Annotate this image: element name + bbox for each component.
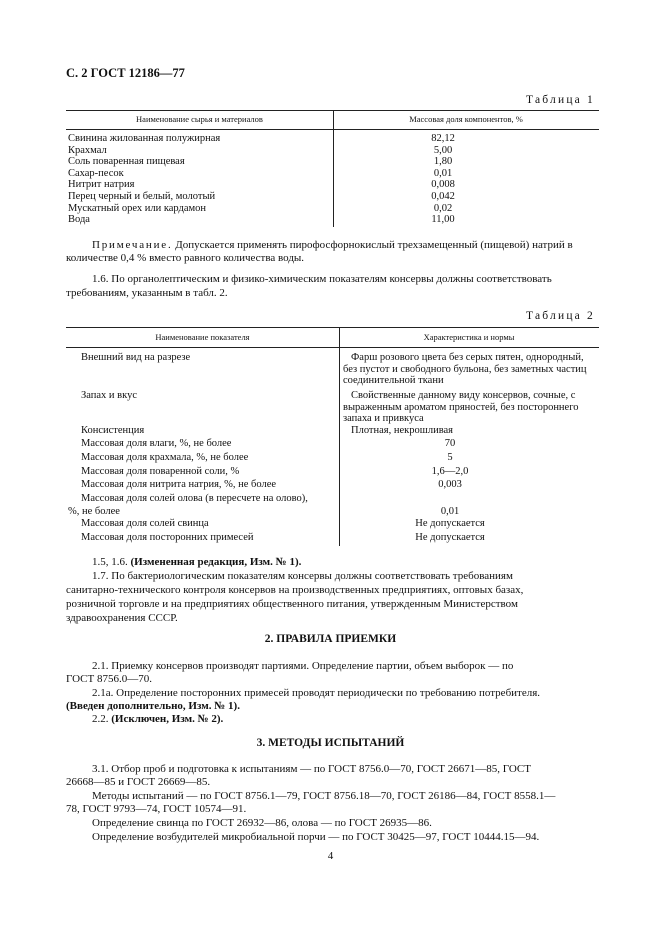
- p21-line1: 2.1. Приемку консервов производят партиями. Определение партии, объем выборок — по: [92, 660, 514, 672]
- table2-value-consistency: Плотная, некрошливая: [351, 425, 454, 436]
- note-line2: количестве 0,4 % вместо равного количества воды.: [66, 252, 305, 264]
- microbe-method: Определение возбудителей микробиальной порчи — по ГОСТ 30425—97, ГОСТ 10444.15—94.: [92, 831, 540, 843]
- table1-col-divider: [333, 110, 334, 227]
- p31-line2: 26668—85 и ГОСТ 26669—85.: [66, 776, 211, 788]
- table2-value-line: запаха и привкуса: [343, 413, 424, 425]
- table2-value: 5: [447, 452, 453, 463]
- table2-value: 0,01: [440, 506, 460, 517]
- table2-row-name: Внешний вид на разрезе: [81, 352, 191, 363]
- table2-value: Не допускается: [415, 532, 485, 543]
- table2-col1-header: Наименование показателя: [155, 332, 250, 342]
- table1-value: 82,12: [431, 133, 455, 144]
- section3-title: 3. МЕТОДЫ ИСПЫТАНИЙ: [256, 737, 405, 749]
- table2-row-name: Массовая доля крахмала, %, не более: [81, 452, 249, 463]
- table1-row: Вода: [68, 214, 90, 226]
- table1-value: 0,02: [433, 202, 453, 214]
- table2-value: Не допускается: [415, 518, 485, 529]
- table2-col-divider: [339, 327, 340, 546]
- table2-row-name: Запах и вкус: [81, 390, 138, 401]
- table1-value: 0,01: [433, 167, 453, 179]
- table1-row: Крахмал: [68, 144, 107, 156]
- table2-caption: Таблица 2: [526, 310, 595, 322]
- p31-line1: 3.1. Отбор проб и подготовка к испытаниям — по ГОСТ 8756.0—70, ГОСТ 26671—85, ГОСТ: [92, 763, 531, 775]
- p15-16-amend: (Измененная редакция, Изм. № 1).: [130, 556, 302, 568]
- table2-value-line: выраженным ароматом пряностей, без постороннего: [343, 401, 579, 413]
- note-text: Допускается применять пирофосфорнокислый трехзамещенный (пищевой) натрий в: [175, 239, 573, 251]
- table2-value: 1,6—2,0: [431, 466, 469, 477]
- table1-col1-header: Наименование сырья и материалов: [136, 114, 263, 124]
- table1-value: 1,80: [433, 156, 453, 168]
- p17-line1: 1.7. По бактериологическим показателям консервы должны соответствовать требованиям: [92, 570, 513, 582]
- p15-16: [92, 556, 301, 570]
- table1-caption: Таблица 1: [526, 94, 595, 106]
- table2-row-name: Массовая доля солей олова (в пересчете на олово),: [81, 493, 308, 504]
- table2-value: 70: [444, 438, 456, 449]
- table1-row: Мускатный орех или кардамон: [68, 202, 207, 214]
- table2-row-name: Консистенция: [81, 425, 145, 436]
- p16-line1: 1.6. По органолептическим и физико-химическим показателям консервы должны соответствовать: [92, 273, 552, 285]
- p21a: 2.1а. Определение посторонних примесей проводят периодически по требованию потребителя.: [92, 687, 541, 699]
- section2-title: 2. ПРАВИЛА ПРИЕМКИ: [264, 633, 397, 645]
- p22: [92, 713, 223, 727]
- p17-line2: санитарно-технического контроля консервов на производственных предприятиях, оптовых базах,: [66, 584, 524, 596]
- p17-line4: здравоохранения СССР.: [66, 612, 178, 624]
- table2-value-line: без пустот и свободного бульона, без заметных частиц: [343, 363, 587, 375]
- methods-line1: Методы испытаний — по ГОСТ 8756.1—79, ГОСТ 8756.18—70, ГОСТ 26186—84, ГОСТ 8558.1—: [92, 790, 556, 802]
- table1-value: 5,00: [433, 144, 453, 156]
- table1-col2-header: Массовая доля компонентов, %: [409, 114, 523, 124]
- methods-line2: 78, ГОСТ 9793—74, ГОСТ 10574—91.: [66, 803, 247, 815]
- p15-16-prefix: 1.5, 1.6.: [92, 556, 128, 568]
- table2-header-rule: [66, 347, 599, 348]
- table2-row-name-cont: %, не более: [68, 506, 120, 517]
- p17-line3: розничной торговле и на предприятиях общественного питания, утвержденным Министерством: [66, 598, 518, 610]
- table2-value-line: Фарш розового цвета без серых пятен, однородный,: [351, 352, 584, 363]
- p22-prefix: 2.2.: [92, 713, 109, 725]
- table1-row: Соль поваренная пищевая: [68, 156, 185, 168]
- table2-row-name: Массовая доля посторонних примесей: [81, 532, 254, 543]
- table1-row: Сахар-песок: [68, 167, 124, 179]
- table1-values: [408, 133, 478, 226]
- note-line1: [92, 239, 573, 253]
- table2-value-smell: [343, 390, 599, 425]
- table1-row: Перец черный и белый, молотый: [68, 190, 216, 202]
- p16-line2: требованиям, указанным в табл. 2.: [66, 287, 228, 299]
- table2-value-appearance: [343, 352, 599, 387]
- p21a-note: [66, 700, 240, 714]
- table2-value: 0,003: [438, 479, 462, 490]
- note-label: Примечание.: [92, 239, 173, 251]
- p21a-note-bold: (Введен дополнительно, Изм. № 1).: [66, 700, 240, 712]
- table1-row: Свинина жилованная полужирная: [68, 133, 221, 144]
- table1-value: 11,00: [431, 214, 455, 226]
- table1-row: Нитрит натрия: [68, 179, 135, 191]
- lead-method: Определение свинца по ГОСТ 26932—86, олова — по ГОСТ 26935—86.: [92, 817, 432, 829]
- p22-bold: (Исключен, Изм. № 2).: [111, 713, 224, 725]
- table2-value-line: Свойственные данному виду консервов, сочные, с: [351, 390, 576, 401]
- table2-row-name: Массовая доля нитрита натрия, %, не более: [81, 479, 277, 490]
- table2-row-name: Массовая доля влаги, %, не более: [81, 438, 232, 449]
- table1-value: 0,042: [431, 190, 455, 202]
- page-header: С. 2 ГОСТ 12186—77: [66, 66, 185, 80]
- table2-row-name: Массовая доля солей свинца: [81, 518, 209, 529]
- page-number: 4: [327, 850, 334, 862]
- table2-top-rule: [66, 327, 599, 328]
- table2-row-name: Массовая доля поваренной соли, %: [81, 466, 240, 477]
- table1-body: [68, 133, 220, 226]
- table2-col2-header: Характеристика и нормы: [423, 332, 515, 342]
- table2-value-line: соединительной ткани: [343, 375, 444, 387]
- table1-value: 0,008: [431, 179, 455, 191]
- p21-line2: ГОСТ 8756.0—70.: [66, 673, 152, 685]
